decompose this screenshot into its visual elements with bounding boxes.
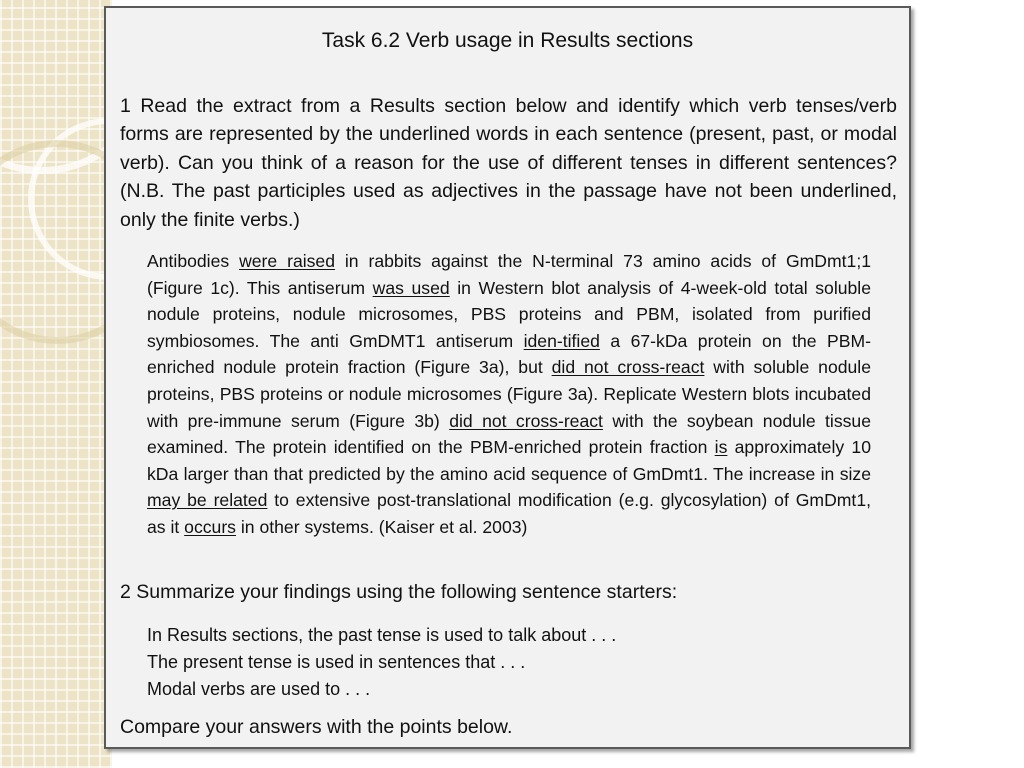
- results-passage: [147, 248, 871, 541]
- instruction-1: 1 Read the extract from a Results section below and identify which verb tenses/verb forms are represented by the underlined words in each sentence (present, past, or modal verb). Can you think of a reason for the use of different tenses in different sentences? (N.B. The past participles used as adjectives in the passage have not been underlined, only the finite verbs.): [120, 95, 897, 231]
- underlined-verb: was used: [372, 277, 450, 298]
- underlined-verb: iden-tified: [523, 330, 600, 351]
- underlined-verb: did not cross-react: [551, 357, 705, 378]
- passage-text: in rabbits against the N-terminal 73 amino acids of GmDmt1;1 (Figure 1c). This antiserum: [147, 251, 871, 298]
- task-card: [104, 6, 911, 749]
- task-title: Task 6.2 Verb usage in Results sections: [321, 29, 694, 52]
- underlined-verb: occurs: [184, 516, 236, 537]
- passage-text: with soluble nodule proteins, PBS proteins or nodule microsomes (Figure 3a). Replicate Western blots incubated with pre-immune serum (Figure 3b): [147, 357, 871, 431]
- sentence-starters: [147, 622, 616, 703]
- underlined-verb: were raised: [239, 251, 336, 271]
- passage-text: Antibodies: [147, 251, 240, 271]
- closing-instruction: Compare your answers with the points below.: [120, 716, 513, 738]
- instruction-2: 2 Summarize your findings using the following sentence starters:: [120, 581, 678, 603]
- passage-text: with the soybean nodule tissue examined. The protein identified on the PBM-enriched protein fraction: [147, 410, 871, 458]
- starter-item: In Results sections, the past tense is used to talk about . . .: [147, 625, 617, 645]
- underlined-verb: may be related: [147, 490, 268, 511]
- starter-item: Modal verbs are used to . . .: [147, 679, 371, 699]
- starter-item: The present tense is used in sentences that . . .: [147, 652, 526, 672]
- passage-text: to extensive post-translational modification (e.g. glycosylation) of GmDmt1, as it: [147, 490, 871, 537]
- passage-text: a 67-kDa protein on the PBM-enriched nodule protein fraction (Figure 3a), but: [147, 330, 871, 378]
- passage-text: approximately 10 kDa larger than that predicted by the amino acid sequence of GmDmt1. The increase in size: [147, 437, 871, 484]
- passage-text: in Western blot analysis of 4-week-old total soluble nodule proteins, nodule microsomes, PBS proteins and PBM, isolated from purified symbiosomes. The anti GmDMT1 antiserum: [147, 277, 872, 351]
- underlined-verb: did not cross-react: [449, 410, 603, 431]
- passage-text: in other systems. (Kaiser et al. 2003): [235, 516, 528, 537]
- underlined-verb: is: [714, 437, 728, 458]
